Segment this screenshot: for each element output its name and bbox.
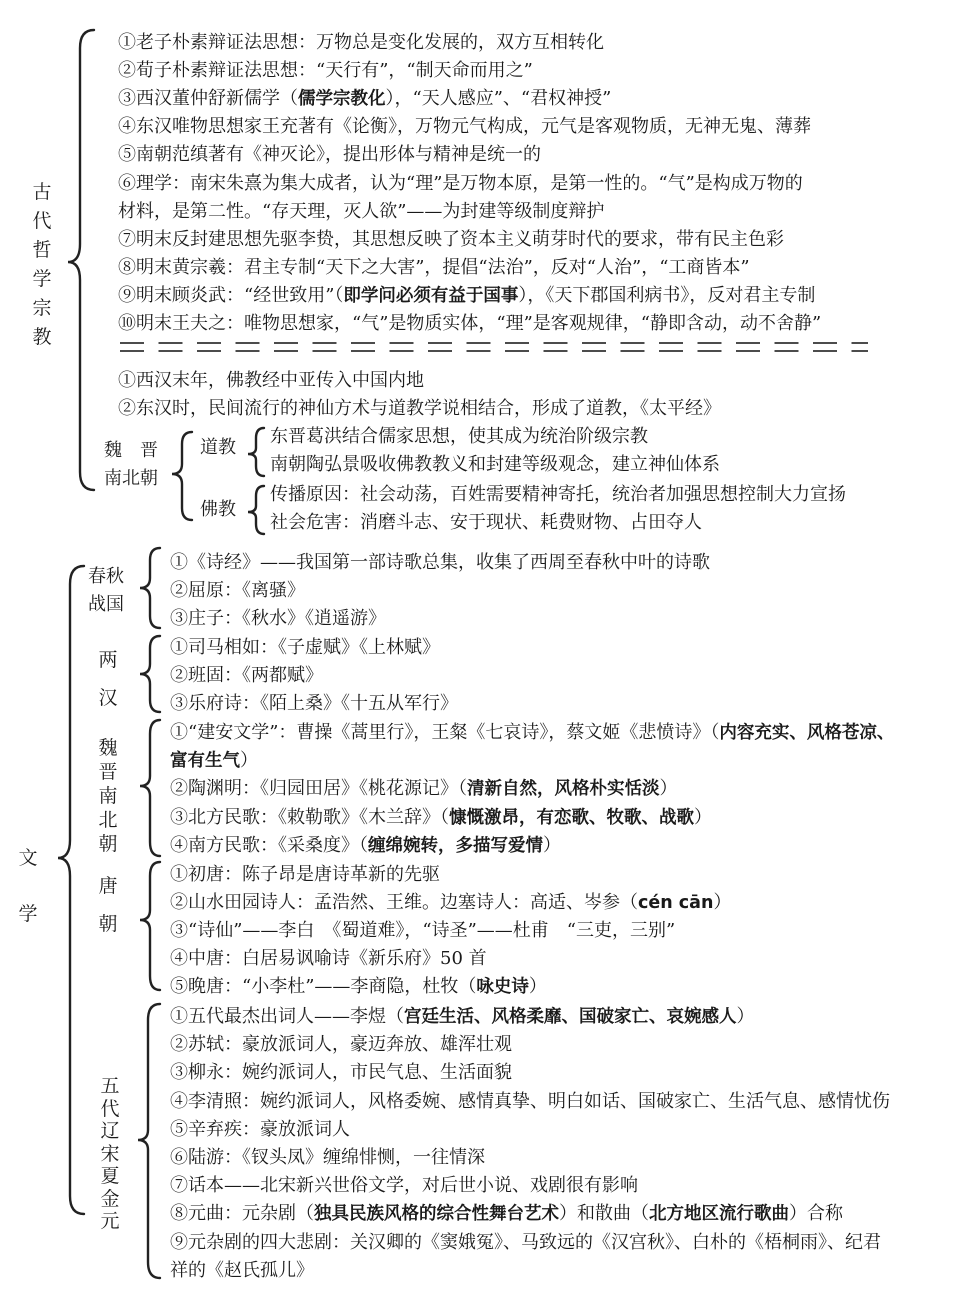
text-segment: 东晋葛洪结合儒家思想，使其成为统治阶级宗教 <box>270 426 648 447</box>
literature-brace <box>58 566 84 1214</box>
literature-line <box>170 1089 890 1115</box>
text-segment: ②班固：《两都赋》 <box>170 665 323 686</box>
separator-line <box>118 340 868 354</box>
text-segment: ⑤晚唐：“小李杜”——李商隐，杜牧（ <box>170 976 477 997</box>
literature-line <box>170 1173 638 1199</box>
philosophy-line <box>118 58 533 84</box>
literature-line <box>170 748 258 774</box>
text-segment: ①西汉末年，佛教经中亚传入中国内地 <box>118 370 424 391</box>
text-segment: ②屈原：《离骚》 <box>170 580 305 601</box>
text-segment: ） <box>528 976 547 997</box>
wjnbc-label-line: 魏 晋 <box>104 440 158 461</box>
text-segment: ⑦话本——北宋新兴世俗文学，对后世小说、戏剧很有影响 <box>170 1175 638 1197</box>
text-segment: 社会危害：消磨斗志、安于现状、耗费财物、占田夺人 <box>270 512 702 533</box>
buddhism-line <box>270 482 846 508</box>
literature-line <box>170 1145 485 1171</box>
text-segment: ） <box>713 892 732 913</box>
text-segment: ⑥陆游：《钗头凤》缠绵悱恻，一往情深 <box>170 1147 485 1168</box>
literature-line <box>170 1117 350 1143</box>
literature-line <box>170 974 547 1000</box>
literature-line <box>170 1230 881 1256</box>
text-segment: 南朝陶弘景吸收佛教教义和封建等级观念，建立神仙体系 <box>270 454 720 475</box>
literature-line <box>170 833 561 859</box>
text-segment: ） <box>659 778 678 800</box>
bold-segment: 内容充实、风格苍凉、 <box>719 723 895 743</box>
literature-line <box>170 946 487 972</box>
religion-line <box>118 396 721 422</box>
text-segment: ⑤南朝范缜著有《神灭论》，提出形体与精神是统一的 <box>118 144 541 166</box>
philosophy-line <box>118 255 750 281</box>
bold-segment: cén cān <box>638 893 714 913</box>
text-segment: ④东汉唯物思想家王充著有《论衡》，万物元气构成，元气是客观物质，无神无鬼、薄葬 <box>118 116 811 138</box>
bold-segment: 独具民族风格的综合性舞台艺术 <box>314 1204 559 1225</box>
literature-line <box>170 918 675 944</box>
text-segment: ），“天人感应”、“君权神授” <box>385 88 612 110</box>
wjnbc-label-line: 南北朝 <box>104 468 158 489</box>
religion-line <box>118 368 424 394</box>
philosophy-line <box>118 311 821 337</box>
text-segment: ⑦明末反封建思想先驱李贽，其思想反映了资本主义萌芽时代的要求，带有民主色彩 <box>118 228 784 250</box>
philosophy-brace <box>68 30 94 490</box>
text-segment: ②荀子朴素辩证法思想：“天行有”，“制天命而用之” <box>118 60 533 82</box>
literature-line <box>170 720 894 746</box>
text-segment: ） <box>543 834 561 856</box>
taoism-line <box>270 424 648 450</box>
bold-segment: 咏史诗 <box>476 977 529 997</box>
group-label-line: 春秋 <box>88 566 124 587</box>
buddhism-brace <box>248 486 264 534</box>
literature-line <box>170 776 678 802</box>
text-segment: ） <box>240 750 258 772</box>
bold-segment: 即学问必须有益于国事 <box>343 285 519 306</box>
literature-line <box>170 805 712 831</box>
philosophy-line <box>118 86 611 112</box>
text-segment: ）合称 <box>789 1203 843 1225</box>
literature-line <box>170 1004 755 1030</box>
buddhism-label: 佛教 <box>200 499 236 520</box>
text-segment: ⑧元曲：元杂剧（ <box>170 1203 314 1225</box>
text-segment: ③乐府诗：《陌上桑》《十五从军行》 <box>170 693 458 714</box>
text-segment: ③庄子：《秋水》《逍遥游》 <box>170 608 386 629</box>
tang-brace <box>140 862 160 990</box>
text-segment: ）和散曲（ <box>559 1203 649 1225</box>
text-segment: 材料，是第二性。“存天理，灭人欲”——为封建等级制度辩护 <box>118 200 605 222</box>
bold-segment: 慷慨激昂，有恋歌、牧歌、战歌 <box>449 807 694 828</box>
literature-line <box>170 862 440 888</box>
text-segment: ⑧明末黄宗羲：君主专制“天下之大害”，提倡“法治”，反对“人治”，“工商皆本” <box>118 256 750 278</box>
text-segment: ①《诗经》——我国第一部诗歌总集，收集了西周至春秋中叶的诗歌 <box>170 552 710 573</box>
weijin-brace <box>140 720 160 856</box>
buddhism-line <box>270 510 702 536</box>
text-segment: ） <box>736 1006 755 1027</box>
text-segment: ⑨元杂剧的四大悲剧：关汉卿的《窦娥冤》、马致远的《汉宫秋》、白朴的《梧桐雨》、纪君 <box>170 1231 881 1253</box>
literature-line <box>170 1032 512 1058</box>
text-segment: ），《天下郡国利病书》，反对君主专制 <box>518 284 816 306</box>
text-segment: ③柳永：婉约派词人，市民气息、生活面貌 <box>170 1062 512 1084</box>
literature-line <box>170 578 305 604</box>
text-segment: ①五代最杰出词人——李煜（ <box>170 1006 404 1027</box>
literature-line <box>170 606 386 632</box>
philosophy-line <box>118 283 815 309</box>
text-segment: ④南方民歌：《采桑度》（ <box>170 834 368 856</box>
bold-segment: 缠绵婉转，多描写爱情 <box>368 835 543 856</box>
text-segment: ④中唐：白居易讽喻诗《新乐府》50 首 <box>170 948 487 969</box>
philosophy-line <box>118 142 541 168</box>
text-segment: ②山水田园诗人：孟浩然、王维。边塞诗人：高适、岑参（ <box>170 892 638 913</box>
bold-segment: 北方地区流行歌曲 <box>649 1204 789 1225</box>
literature-line <box>170 635 440 661</box>
text-segment: ⑥理学：南宋朱熹为集大成者，认为“理”是万物本原，是第一性的。“气”是构成万物的 <box>118 172 803 194</box>
text-segment: ①司马相如：《子虚赋》《上林赋》 <box>170 637 440 658</box>
taoism-label: 道教 <box>200 437 236 458</box>
text-segment: ） <box>694 806 712 828</box>
philosophy-line <box>118 171 803 197</box>
literature-line <box>170 1201 843 1227</box>
text-segment: ②东汉时，民间流行的神仙方术与道教学说相结合，形成了道教，《太平经》 <box>118 398 721 419</box>
text-segment: ③北方民歌：《敕勒歌》《木兰辞》（ <box>170 806 449 828</box>
wjnbc-brace <box>172 432 192 520</box>
literature-line <box>170 663 323 689</box>
literature-line <box>170 890 731 916</box>
philosophy-line <box>118 30 604 56</box>
text-segment: ③“诗仙”——李白 《蜀道难》，“诗圣”——杜甫 “三吏，三别” <box>170 920 676 941</box>
bold-segment: 宫廷生活、风格柔靡、国破家亡、哀婉感人 <box>404 1007 737 1027</box>
text-segment: 传播原因：社会动荡，百姓需要精神寄托，统治者加强思想控制大力宣扬 <box>270 484 846 505</box>
chunqiu-brace <box>140 548 160 628</box>
literature-line <box>170 1258 314 1284</box>
bold-segment: 清新自然，风格朴实恬淡 <box>467 779 660 800</box>
philosophy-line <box>118 227 784 253</box>
text-segment: ③西汉董仲舒新儒学（ <box>118 88 298 110</box>
taoism-line <box>270 452 720 478</box>
philosophy-line <box>118 114 811 140</box>
literature-line <box>170 550 710 576</box>
bold-segment: 富有生气 <box>170 751 240 772</box>
lianghan-brace <box>140 636 160 712</box>
text-segment: ①老子朴素辩证法思想：万物总是变化发展的，双方互相转化 <box>118 32 604 53</box>
group-label-line: 战国 <box>88 594 124 615</box>
bold-segment: 儒学宗教化 <box>298 89 386 110</box>
text-segment: ⑨明末顾炎武：“经世致用”（ <box>118 284 344 306</box>
text-segment: ①“建安文学”：曹操《蒿里行》，王粲《七哀诗》，蔡文姬《悲愤诗》（ <box>170 722 720 743</box>
text-segment: ④李清照：婉约派词人，风格委婉、感情真挚、明白如话、国破家亡、生活气息、感情忧伤 <box>170 1090 890 1112</box>
taoism-brace <box>248 428 264 476</box>
wudai-brace <box>138 1004 160 1278</box>
philosophy-line <box>118 199 604 225</box>
literature-line <box>170 1060 512 1086</box>
text-segment: ⑩明末王夫之：唯物思想家，“气”是物质实体，“理”是客观规律，“静即含动，动不舍静” <box>118 313 822 334</box>
text-segment: ②陶渊明：《归园田居》《桃花源记》（ <box>170 778 467 800</box>
text-segment: ②苏轼：豪放派词人，豪迈奔放、雄浑壮观 <box>170 1034 512 1056</box>
text-segment: 祥的《赵氏孤儿》 <box>170 1259 314 1281</box>
literature-line <box>170 691 458 717</box>
text-segment: ⑤辛弃疾：豪放派词人 <box>170 1118 350 1140</box>
text-segment: ①初唐：陈子昂是唐诗革新的先驱 <box>170 864 440 885</box>
